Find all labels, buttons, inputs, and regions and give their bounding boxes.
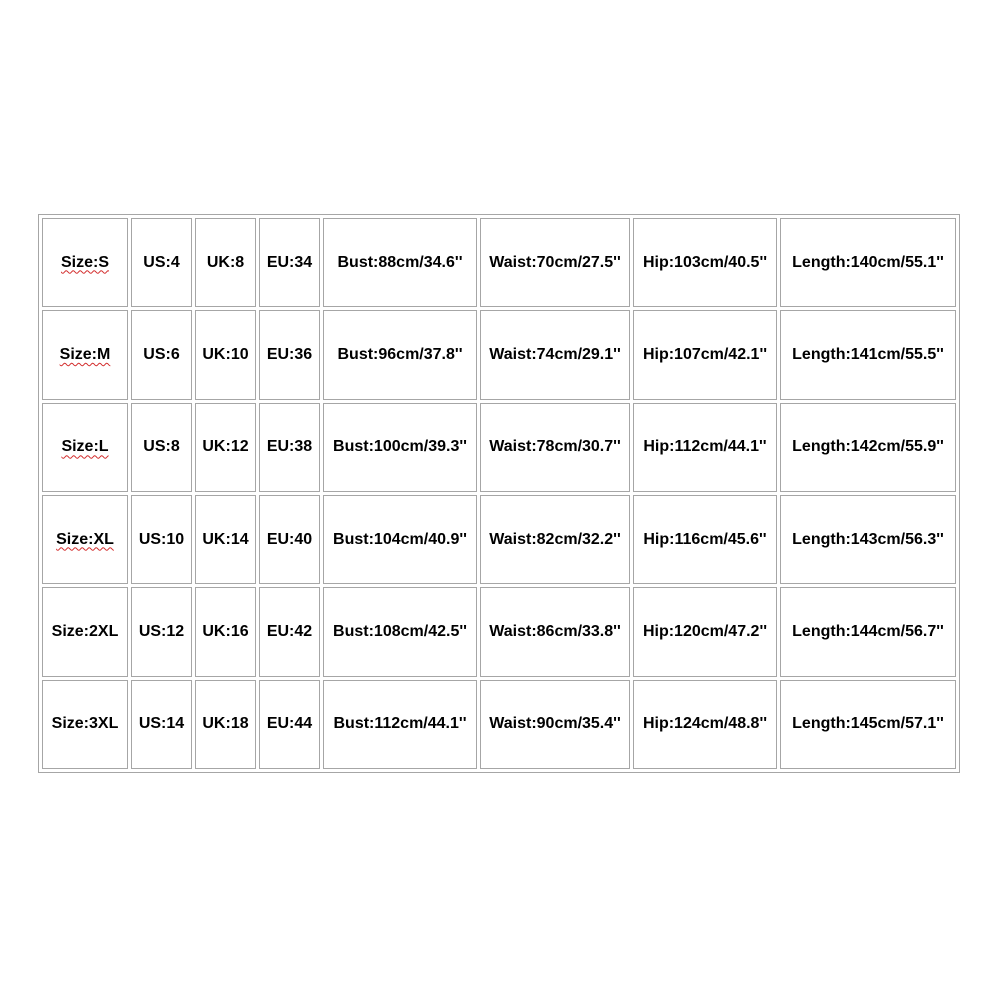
- bust-cell: Bust:112cm/44.1'': [323, 680, 477, 769]
- length-cell: Length:144cm/56.7'': [780, 587, 956, 676]
- size-label: Size:L: [61, 438, 109, 456]
- size-cell: [42, 495, 128, 584]
- table-row: [42, 403, 956, 492]
- eu-size-cell: EU:40: [259, 495, 320, 584]
- eu-size-cell: EU:36: [259, 310, 320, 399]
- eu-size-cell: EU:42: [259, 587, 320, 676]
- waist-cell: Waist:78cm/30.7'': [480, 403, 630, 492]
- eu-size-cell: EU:44: [259, 680, 320, 769]
- table-row: [42, 587, 956, 676]
- us-size-cell: US:8: [131, 403, 192, 492]
- size-cell: [42, 218, 128, 307]
- bust-cell: Bust:104cm/40.9'': [323, 495, 477, 584]
- size-label: Size:3XL: [51, 715, 119, 733]
- uk-size-cell: UK:10: [195, 310, 256, 399]
- size-cell: [42, 680, 128, 769]
- eu-size-cell: EU:34: [259, 218, 320, 307]
- uk-size-cell: UK:16: [195, 587, 256, 676]
- table-row: [42, 495, 956, 584]
- size-chart-table: [38, 214, 960, 773]
- waist-cell: Waist:82cm/32.2'': [480, 495, 630, 584]
- uk-size-cell: UK:18: [195, 680, 256, 769]
- size-cell: [42, 587, 128, 676]
- table-row: [42, 680, 956, 769]
- bust-cell: Bust:100cm/39.3'': [323, 403, 477, 492]
- uk-size-cell: UK:14: [195, 495, 256, 584]
- size-label: Size:S: [60, 253, 109, 271]
- waist-cell: Waist:74cm/29.1'': [480, 310, 630, 399]
- size-label: Size:M: [59, 345, 111, 363]
- size-label: Size:2XL: [51, 622, 119, 640]
- us-size-cell: US:10: [131, 495, 192, 584]
- waist-cell: Waist:86cm/33.8'': [480, 587, 630, 676]
- hip-cell: Hip:120cm/47.2'': [633, 587, 777, 676]
- bust-cell: Bust:96cm/37.8'': [323, 310, 477, 399]
- uk-size-cell: UK:8: [195, 218, 256, 307]
- hip-cell: Hip:107cm/42.1'': [633, 310, 777, 399]
- us-size-cell: US:12: [131, 587, 192, 676]
- hip-cell: Hip:103cm/40.5'': [633, 218, 777, 307]
- length-cell: Length:145cm/57.1'': [780, 680, 956, 769]
- length-cell: Length:142cm/55.9'': [780, 403, 956, 492]
- uk-size-cell: UK:12: [195, 403, 256, 492]
- bust-cell: Bust:88cm/34.6'': [323, 218, 477, 307]
- size-cell: [42, 403, 128, 492]
- hip-cell: Hip:116cm/45.6'': [633, 495, 777, 584]
- length-cell: Length:143cm/56.3'': [780, 495, 956, 584]
- us-size-cell: US:4: [131, 218, 192, 307]
- us-size-cell: US:14: [131, 680, 192, 769]
- us-size-cell: US:6: [131, 310, 192, 399]
- size-cell: [42, 310, 128, 399]
- length-cell: Length:141cm/55.5'': [780, 310, 956, 399]
- bust-cell: Bust:108cm/42.5'': [323, 587, 477, 676]
- eu-size-cell: EU:38: [259, 403, 320, 492]
- hip-cell: Hip:124cm/48.8'': [633, 680, 777, 769]
- length-cell: Length:140cm/55.1'': [780, 218, 956, 307]
- hip-cell: Hip:112cm/44.1'': [633, 403, 777, 492]
- table-row: [42, 310, 956, 399]
- table-row: [42, 218, 956, 307]
- waist-cell: Waist:90cm/35.4'': [480, 680, 630, 769]
- waist-cell: Waist:70cm/27.5'': [480, 218, 630, 307]
- size-label: Size:XL: [56, 530, 114, 548]
